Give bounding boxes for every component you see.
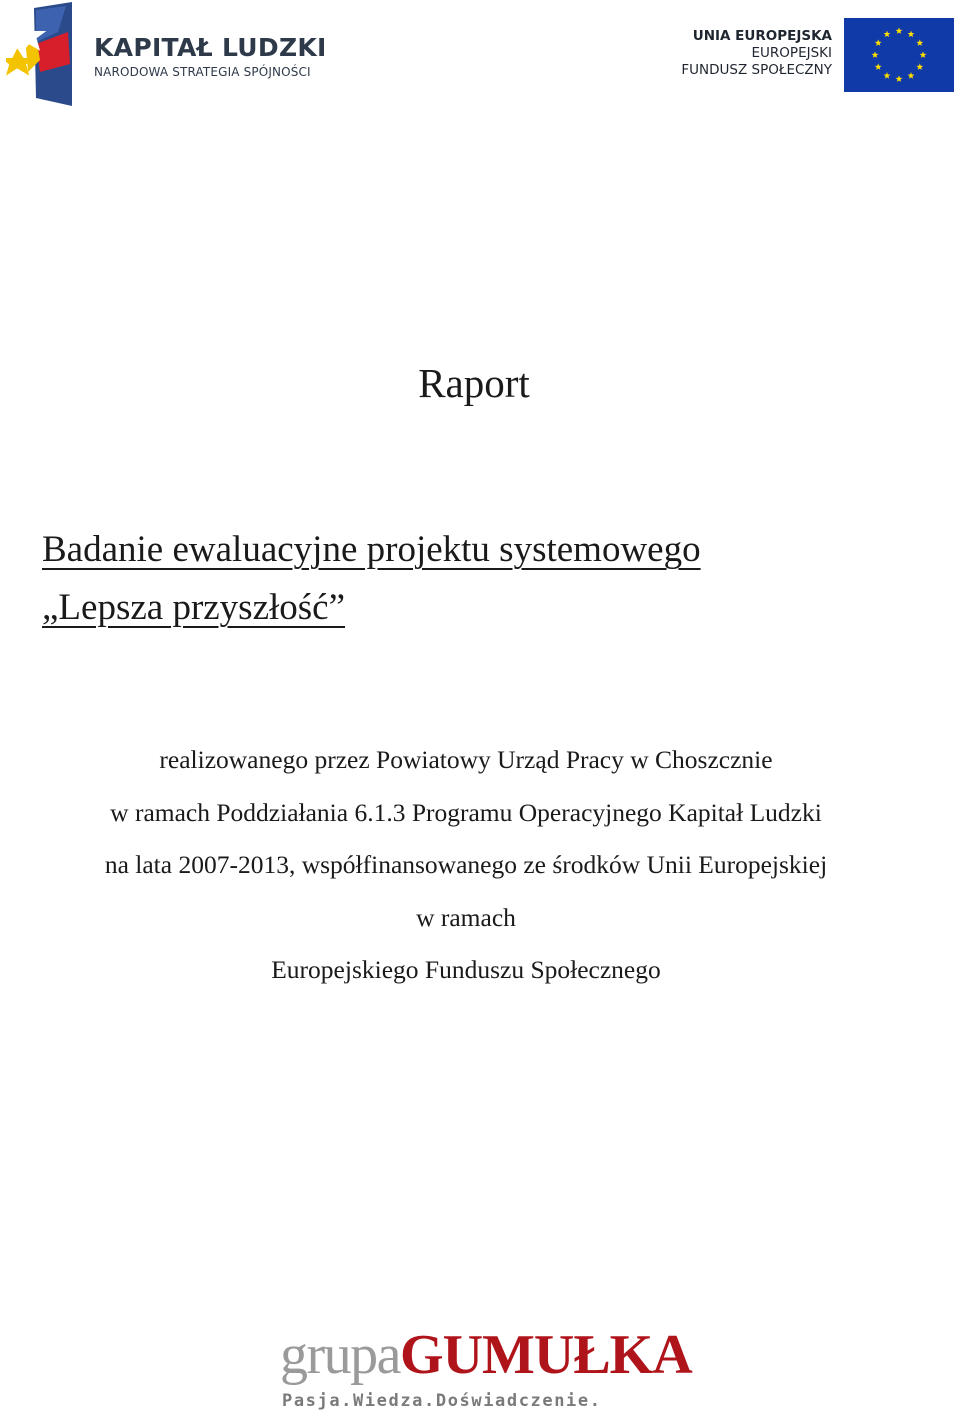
- document-body: [0, 734, 932, 997]
- eu-line-1: UNIA EUROPEJSKA: [692, 28, 832, 44]
- brand-name: [280, 1324, 692, 1386]
- brand-main: GUMUŁKA: [400, 1324, 692, 1386]
- grupa-gumulka-logo: [280, 1324, 692, 1415]
- kapital-ludzki-subtitle: NARODOWA STRATEGIA SPÓJNOŚCI: [94, 65, 311, 79]
- body-line: w ramach: [416, 902, 516, 932]
- eu-line-3: FUNDUSZ SPOŁECZNY: [681, 62, 832, 78]
- kapital-ludzki-logo: [6, 2, 336, 106]
- title-line-1: Badanie ewaluacyjne projektu systemowego: [42, 529, 701, 570]
- body-line: realizowanego przez Powiatowy Urząd Pracy w Choszcznie: [159, 745, 773, 774]
- title-line-2: „Lepsza przyszłość”: [42, 587, 346, 628]
- eu-logo: [681, 18, 954, 92]
- document-title: [42, 521, 922, 637]
- body-line: w ramach Poddziałania 6.1.3 Programu Operacyjnego Kapitał Ludzki: [110, 797, 822, 827]
- eu-flag-icon: [844, 18, 954, 92]
- kapital-ludzki-title: KAPITAŁ LUDZKI: [94, 33, 327, 62]
- eu-line-2: EUROPEJSKI: [751, 45, 832, 61]
- brand-prefix: grupa: [280, 1324, 401, 1386]
- brand-tagline: Pasja.Wiedza.Doświadczenie.: [282, 1391, 602, 1411]
- body-line: na lata 2007-2013, współfinansowanego ze środków Unii Europejskiej: [104, 850, 828, 879]
- kapital-ludzki-emblem-icon: [6, 2, 78, 106]
- document-heading: Raport: [418, 360, 530, 406]
- body-line: Europejskiego Funduszu Społecznego: [271, 955, 661, 984]
